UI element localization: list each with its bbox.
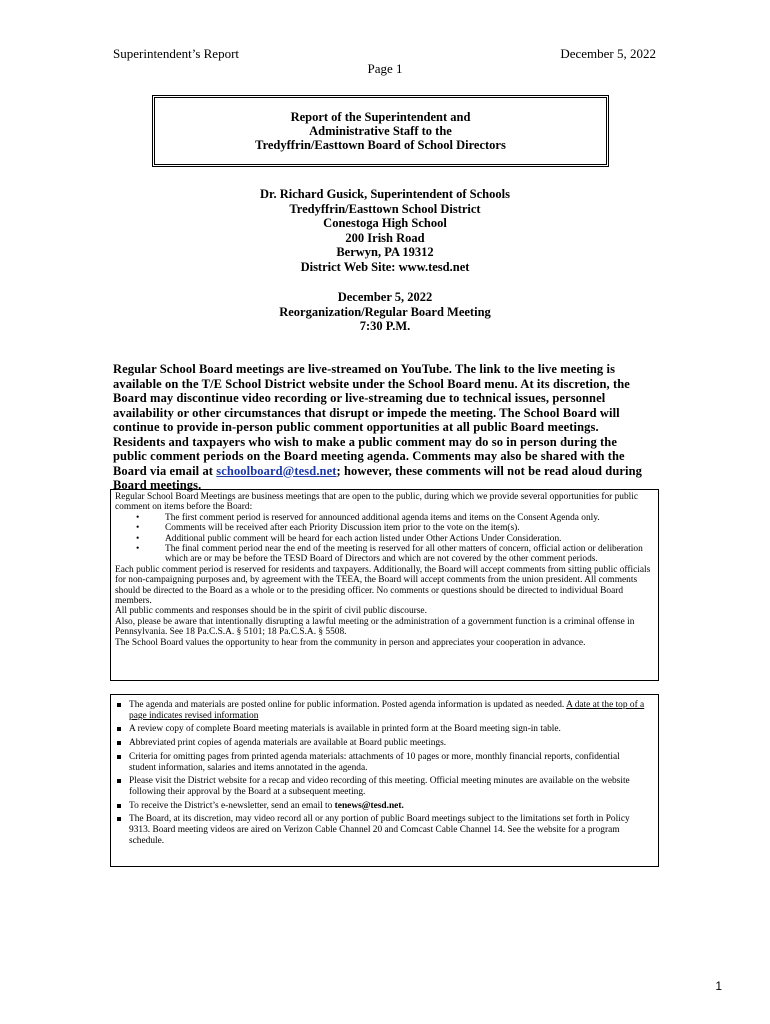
info-item-print-copies: Abbreviated print copies of agenda materials are available at Board public meetings.: [115, 738, 648, 749]
school-name: Conestoga High School: [323, 216, 447, 230]
agenda-info-box: [110, 694, 659, 867]
info-item-review-copy: A review copy of complete Board meeting materials is available in printed form at the Board meeting sign-in table.: [115, 724, 648, 735]
meeting-type: Reorganization/Regular Board Meeting: [279, 304, 491, 319]
street-address: 200 Irish Road: [345, 230, 425, 245]
district-address-block: [0, 187, 770, 274]
livestream-tail: ; however, these comments will not be read aloud during Board meetings.: [113, 463, 643, 492]
livestream-notice: [113, 362, 645, 493]
title-line-1: Report of the Superintendent and: [290, 110, 471, 124]
header-report-title: Superintendent’s Report: [113, 46, 240, 61]
title-line-3: Tredyffrin/Easttown Board of School Directors: [255, 138, 506, 152]
newsletter-email: tenews@tesd.net.: [334, 800, 404, 811]
rules-intro: Regular School Board Meetings are business meetings that are open to the public, during which we provide several opportunities for public comment on items before the Board:: [115, 492, 639, 513]
public-comment-rules-box: [110, 489, 659, 681]
livestream-text: Regular School Board meetings are live-streamed on YouTube. The link to the live meeting is available on the T/E School District website under the School Board menu. At its discretion, the Board may discontinue video recording or live-streaming due to technical issues, personnel availability or other circumstances that disrupt or impede the meeting. The School Board will continue to provide in-person public comment opportunities at all public Board meetings. Residents and taxpayers who wish to make a public comment may do so in person during the public comment periods on the Board meeting agenda. Comments may also be shared with the Board via email at: [113, 362, 630, 478]
square-bullet-icon: [117, 755, 121, 759]
header-date: December 5, 2022: [560, 46, 656, 61]
city-state-zip: Berwyn, PA 19312: [336, 245, 434, 259]
comment-period-item: • The first comment period is reserved for announced additional agenda items and items on the Consent Agenda only.: [157, 513, 654, 523]
rules-paragraph-closing: The School Board values the opportunity to hear from the community in person and appreciates your cooperation in advance.: [115, 637, 586, 648]
superintendent-name: Dr. Richard Gusick, Superintendent of Schools: [260, 187, 510, 201]
meeting-time: 7:30 P.M.: [359, 319, 411, 333]
header-page-label: Page 1: [367, 61, 403, 76]
title-line-2: Administrative Staff to the: [309, 124, 452, 138]
district-website: District Web Site: www.tesd.net: [300, 259, 470, 274]
info-item-video-recording: The Board, at its discretion, may video record all or any portion of public Board meetings subject to the limitations set forth in Policy 9313. Board meeting videos are aired on Verizon Cable Channel 20 and Comcast Cable Channel 14. See the website for a program schedule.: [115, 814, 648, 846]
rules-paragraph-eligibility: Each public comment period is reserved for residents and taxpayers. Additionally, the Board will accept comments from sitting public officials for non-campaigning purposes and, by agreement with the TEEA, the Board will accept comments from the union president. All comments should be directed to the Board as a whole or to the presiding officer. No comments or questions should be directed to individual Board members.: [115, 564, 651, 607]
meeting-info-block: [0, 290, 770, 334]
meeting-date: December 5, 2022: [337, 290, 433, 304]
report-title-box: [152, 95, 609, 167]
square-bullet-icon: [117, 779, 121, 783]
revised-info-note: A date at the top of a page indicates revised information: [129, 700, 645, 721]
square-bullet-icon: [117, 741, 121, 745]
info-item-recap-video: Please visit the District website for a recap and video recording of this meeting. Official meeting minutes are available on the website following their approval by the Board at a subsequent meeting.: [115, 776, 648, 797]
comment-period-list: [115, 513, 654, 565]
district-name: Tredyffrin/Easttown School District: [289, 201, 481, 216]
comment-period-item: • The final comment period near the end of the meeting is reserved for all other matters of concern, official action or deliberation which are or may be before the TESD Board of Directors and which are not covered by the other comment periods.: [157, 544, 654, 565]
square-bullet-icon: [117, 817, 121, 821]
schoolboard-email-link[interactable]: schoolboard@tesd.net: [216, 463, 337, 478]
rules-paragraph-legal: Also, please be aware that intentionally disrupting a lawful meeting or the administration of a government function is a criminal offense in Pennsylvania. See 18 Pa.C.S.A. § 5101; 18 Pa.C.S.A. § 5508.: [115, 616, 635, 638]
square-bullet-icon: [117, 703, 121, 707]
square-bullet-icon: [117, 727, 121, 731]
page-number: 1: [715, 979, 722, 993]
info-item-omission-criteria: Criteria for omitting pages from printed agenda materials: attachments of 10 pages or more, monthly financial reports, confidential student information, salaries and items annotated in the agenda.: [115, 752, 648, 773]
comment-period-item: • Additional public comment will be heard for each action listed under Other Actions Under Consideration.: [157, 534, 654, 544]
square-bullet-icon: [117, 804, 121, 808]
rules-paragraph-civility: All public comments and responses should be in the spirit of civil public discourse.: [115, 606, 427, 617]
info-item-agenda-posting: The agenda and materials are posted online for public information. Posted agenda information is updated as needed. A date at the top of a page indicates revised information: [115, 700, 648, 721]
info-item-newsletter: To receive the District’s e-newsletter, send an email to tenews@tesd.net.: [115, 801, 648, 812]
comment-period-item: • Comments will be received after each Priority Discussion item prior to the vote on the item(s).: [157, 523, 654, 533]
